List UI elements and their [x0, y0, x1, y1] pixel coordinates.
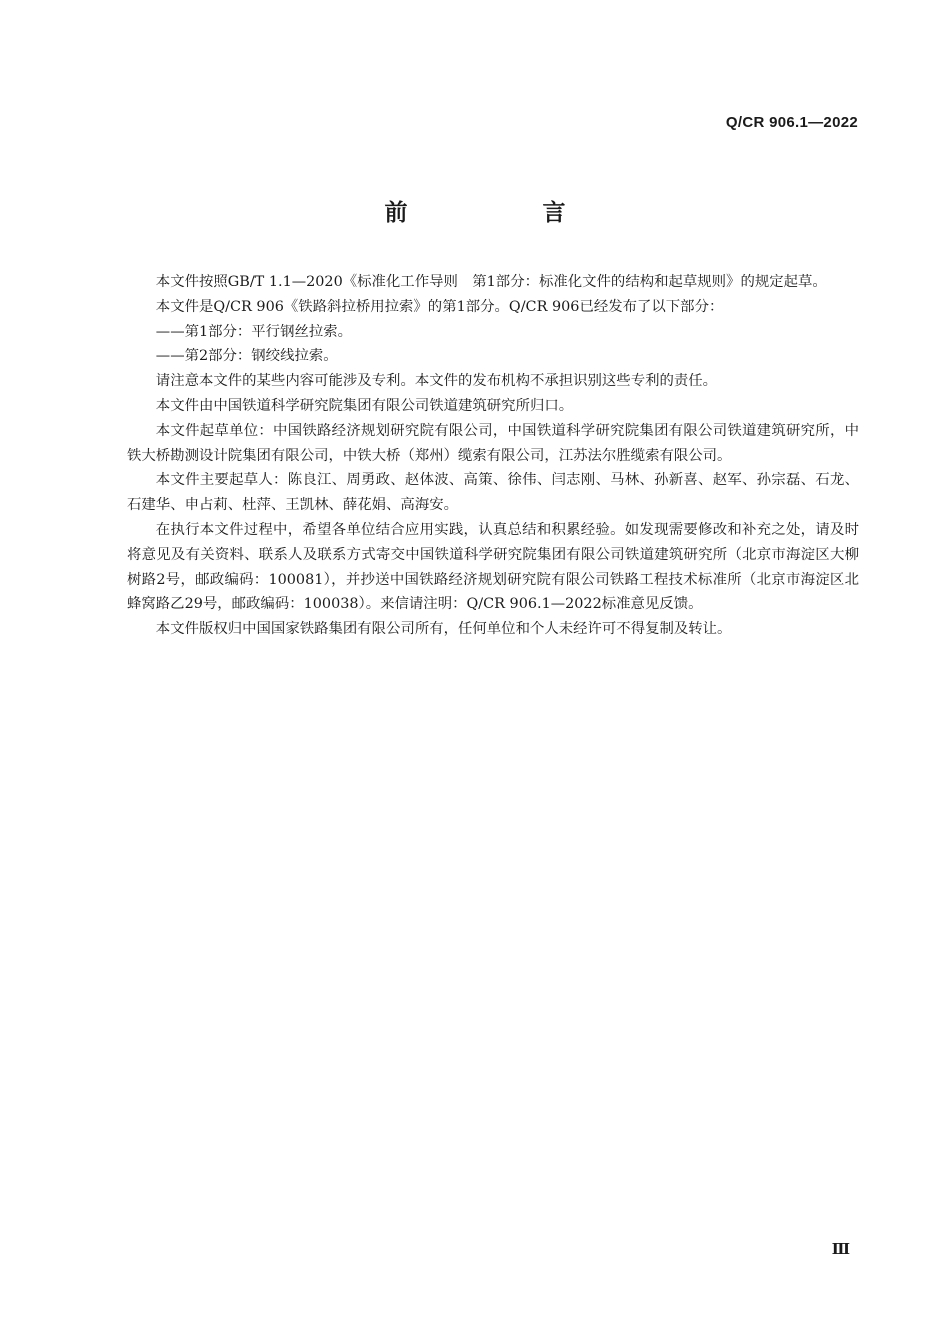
paragraph-patent-notice: 请注意本文件的某些内容可能涉及专利。本文件的发布机构不承担识别这些专利的责任。 — [155, 373, 718, 390]
foreword-body — [127, 270, 859, 642]
paragraph-series-intro: 本文件是Q/CR 906《铁路斜拉桥用拉索》的第1部分。Q/CR 906已经发布了以下部分： — [155, 298, 724, 315]
paragraph-copyright: 本文件版权归中国国家铁路集团有限公司所有，任何单位和个人未经许可不得复制及转让。 — [155, 621, 732, 638]
paragraph-feedback: 在执行本文件过程中，希望各单位结合应用实践，认真总结和积累经验。如发现需要修改和补充之处，请及时将意见及有关资料、联系人及联系方式寄交中国铁道科学研究院集团有限公司铁道建筑研究所（北京市海淀区大柳树路2号，邮政编码：100081），并抄送中国铁路经济规划研究院有限公司铁路工程技术标准所（北京市海淀区北蜂窝路乙29号，邮政编码：100038）。来信请注明：Q/CR 906.1—2022标准意见反馈。 — [127, 521, 859, 613]
paragraph-part-2: ——第2部分：钢绞线拉索。 — [155, 348, 338, 365]
paragraph-drafting-rules: 本文件按照GB/T 1.1—2020《标准化工作导则 第1部分：标准化文件的结构和起草规则》的规定起草。 — [155, 274, 827, 290]
paragraph-drafters: 本文件主要起草人：陈良江、周勇政、赵体波、高策、徐伟、闫志刚、马林、孙新喜、赵军、孙宗磊、石龙、石建华、申占莉、杜萍、王凯林、薛花娟、高海安。 — [127, 472, 859, 514]
paragraph-drafting-units: 本文件起草单位：中国铁路经济规划研究院有限公司，中国铁道科学研究院集团有限公司铁道建筑研究所，中铁大桥勘测设计院集团有限公司，中铁大桥（郑州）缆索有限公司，江苏法尔胜缆索有限公司。 — [127, 422, 859, 464]
document-code: Q/CR 906.1—2022 — [725, 114, 858, 131]
page-number: Ⅲ — [831, 1240, 850, 1258]
paragraph-responsible-org: 本文件由中国铁道科学研究院集团有限公司铁道建筑研究所归口。 — [155, 397, 574, 414]
paragraph-part-1: ——第1部分：平行钢丝拉索。 — [155, 323, 353, 340]
page-title: 前 言 — [384, 200, 622, 226]
